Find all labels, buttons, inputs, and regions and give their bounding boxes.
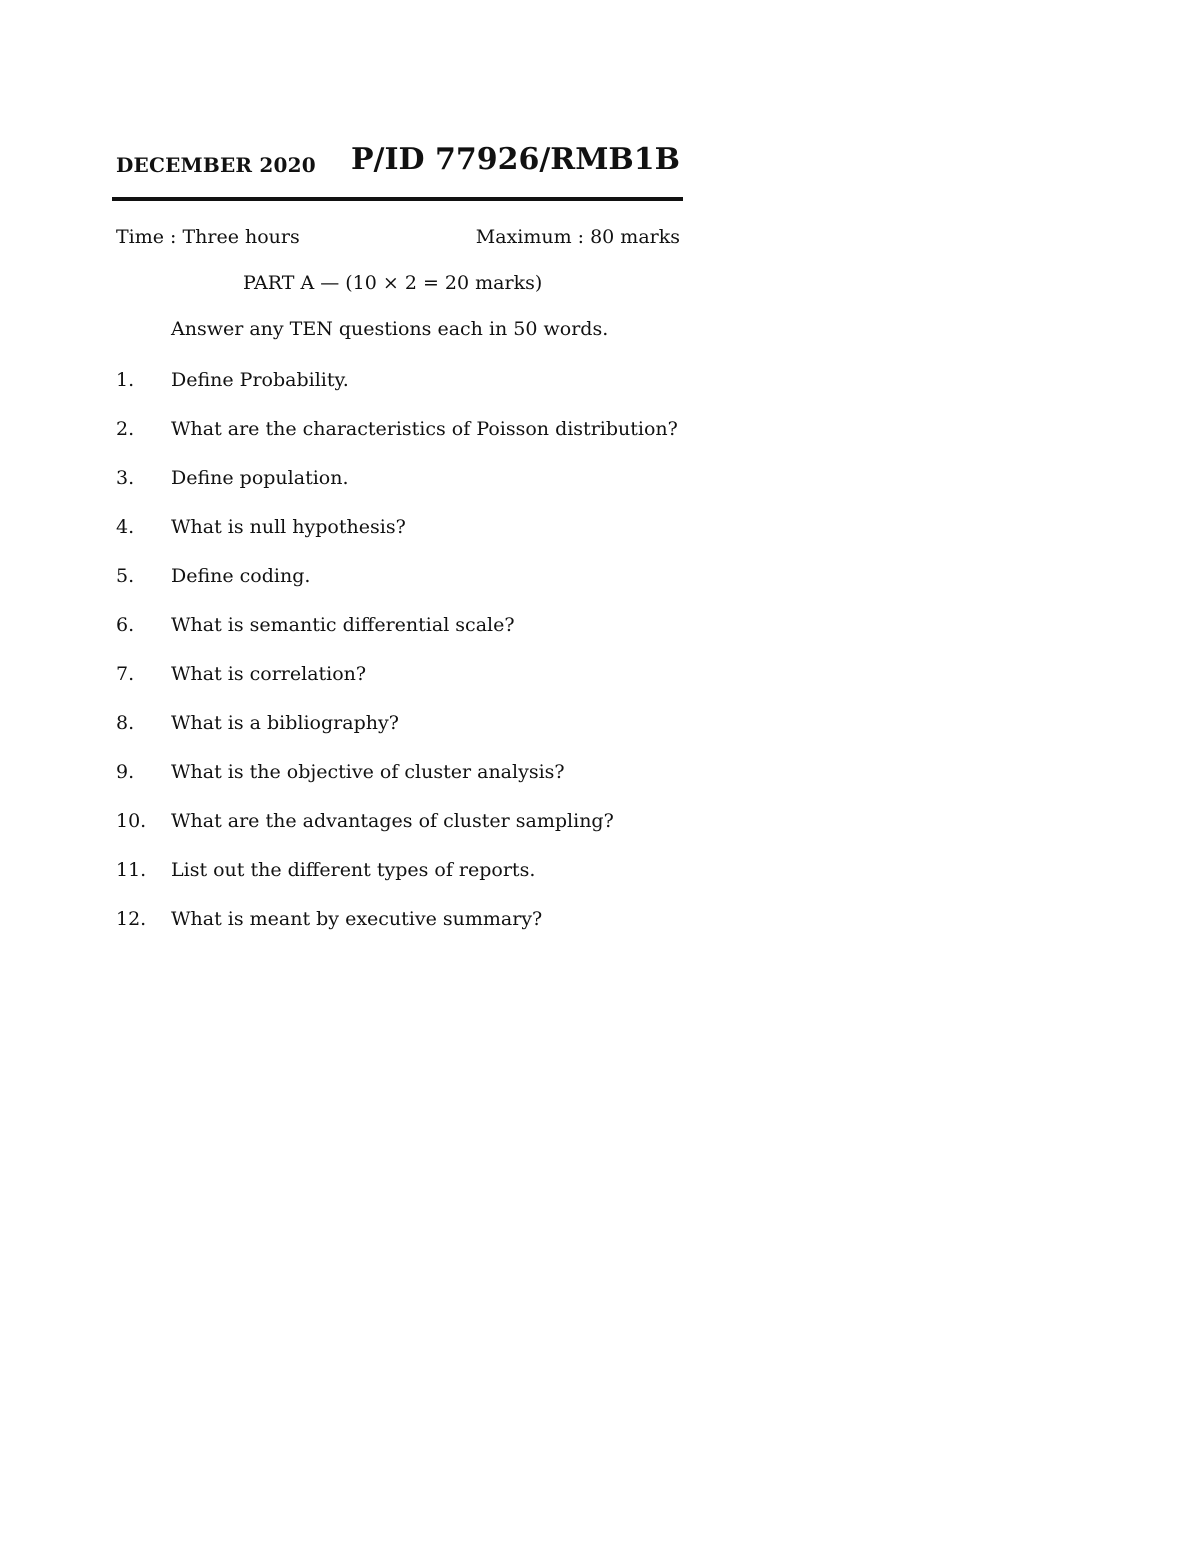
question-number: 1. [116,369,135,391]
question-item [116,661,680,688]
part-a-title: PART A — (10 × 2 = 20 marks) [243,272,543,294]
question-number: 10. [116,810,147,832]
header-divider [112,197,683,201]
question-text: What is null hypothesis? [171,516,406,538]
exam-month: DECEMBER 2020 [116,153,316,177]
question-text: What are the advantages of cluster sampling? [171,810,614,832]
question-item [116,465,680,492]
question-text: What is the objective of cluster analysis? [171,761,565,783]
question-item [116,563,680,590]
question-text: Define population. [171,467,349,489]
question-number: 3. [116,467,135,489]
question-number: 12. [116,908,147,930]
question-item [116,367,680,394]
question-number: 2. [116,418,135,440]
question-number: 11. [116,859,147,881]
part-a-instruction: Answer any TEN questions each in 50 words. [171,318,609,340]
question-number: 9. [116,761,135,783]
question-item [116,857,680,884]
question-text: What is correlation? [171,663,367,685]
question-item [116,612,680,639]
question-text: What is meant by executive summary? [171,908,543,930]
question-text: What are the characteristics of Poisson distribution? [171,418,678,440]
question-text: List out the different types of reports. [171,859,536,881]
maximum-marks: Maximum : 80 marks [475,226,680,248]
question-list [116,367,680,955]
question-text: Define coding. [171,565,311,587]
exam-header [116,140,680,186]
question-item [116,514,680,541]
question-item [116,808,680,835]
paper-code: P/ID 77926/RMB1B [350,142,680,177]
question-item [116,710,680,737]
question-item [116,906,680,933]
question-text: What is a bibliography? [171,712,399,734]
question-number: 4. [116,516,135,538]
question-number: 5. [116,565,135,587]
question-text: Define Probability. [171,369,349,391]
question-item [116,759,680,786]
question-number: 7. [116,663,135,685]
question-number: 8. [116,712,135,734]
question-item [116,416,680,443]
question-number: 6. [116,614,135,636]
exam-duration: Time : Three hours [116,226,300,248]
question-text: What is semantic differential scale? [171,614,515,636]
